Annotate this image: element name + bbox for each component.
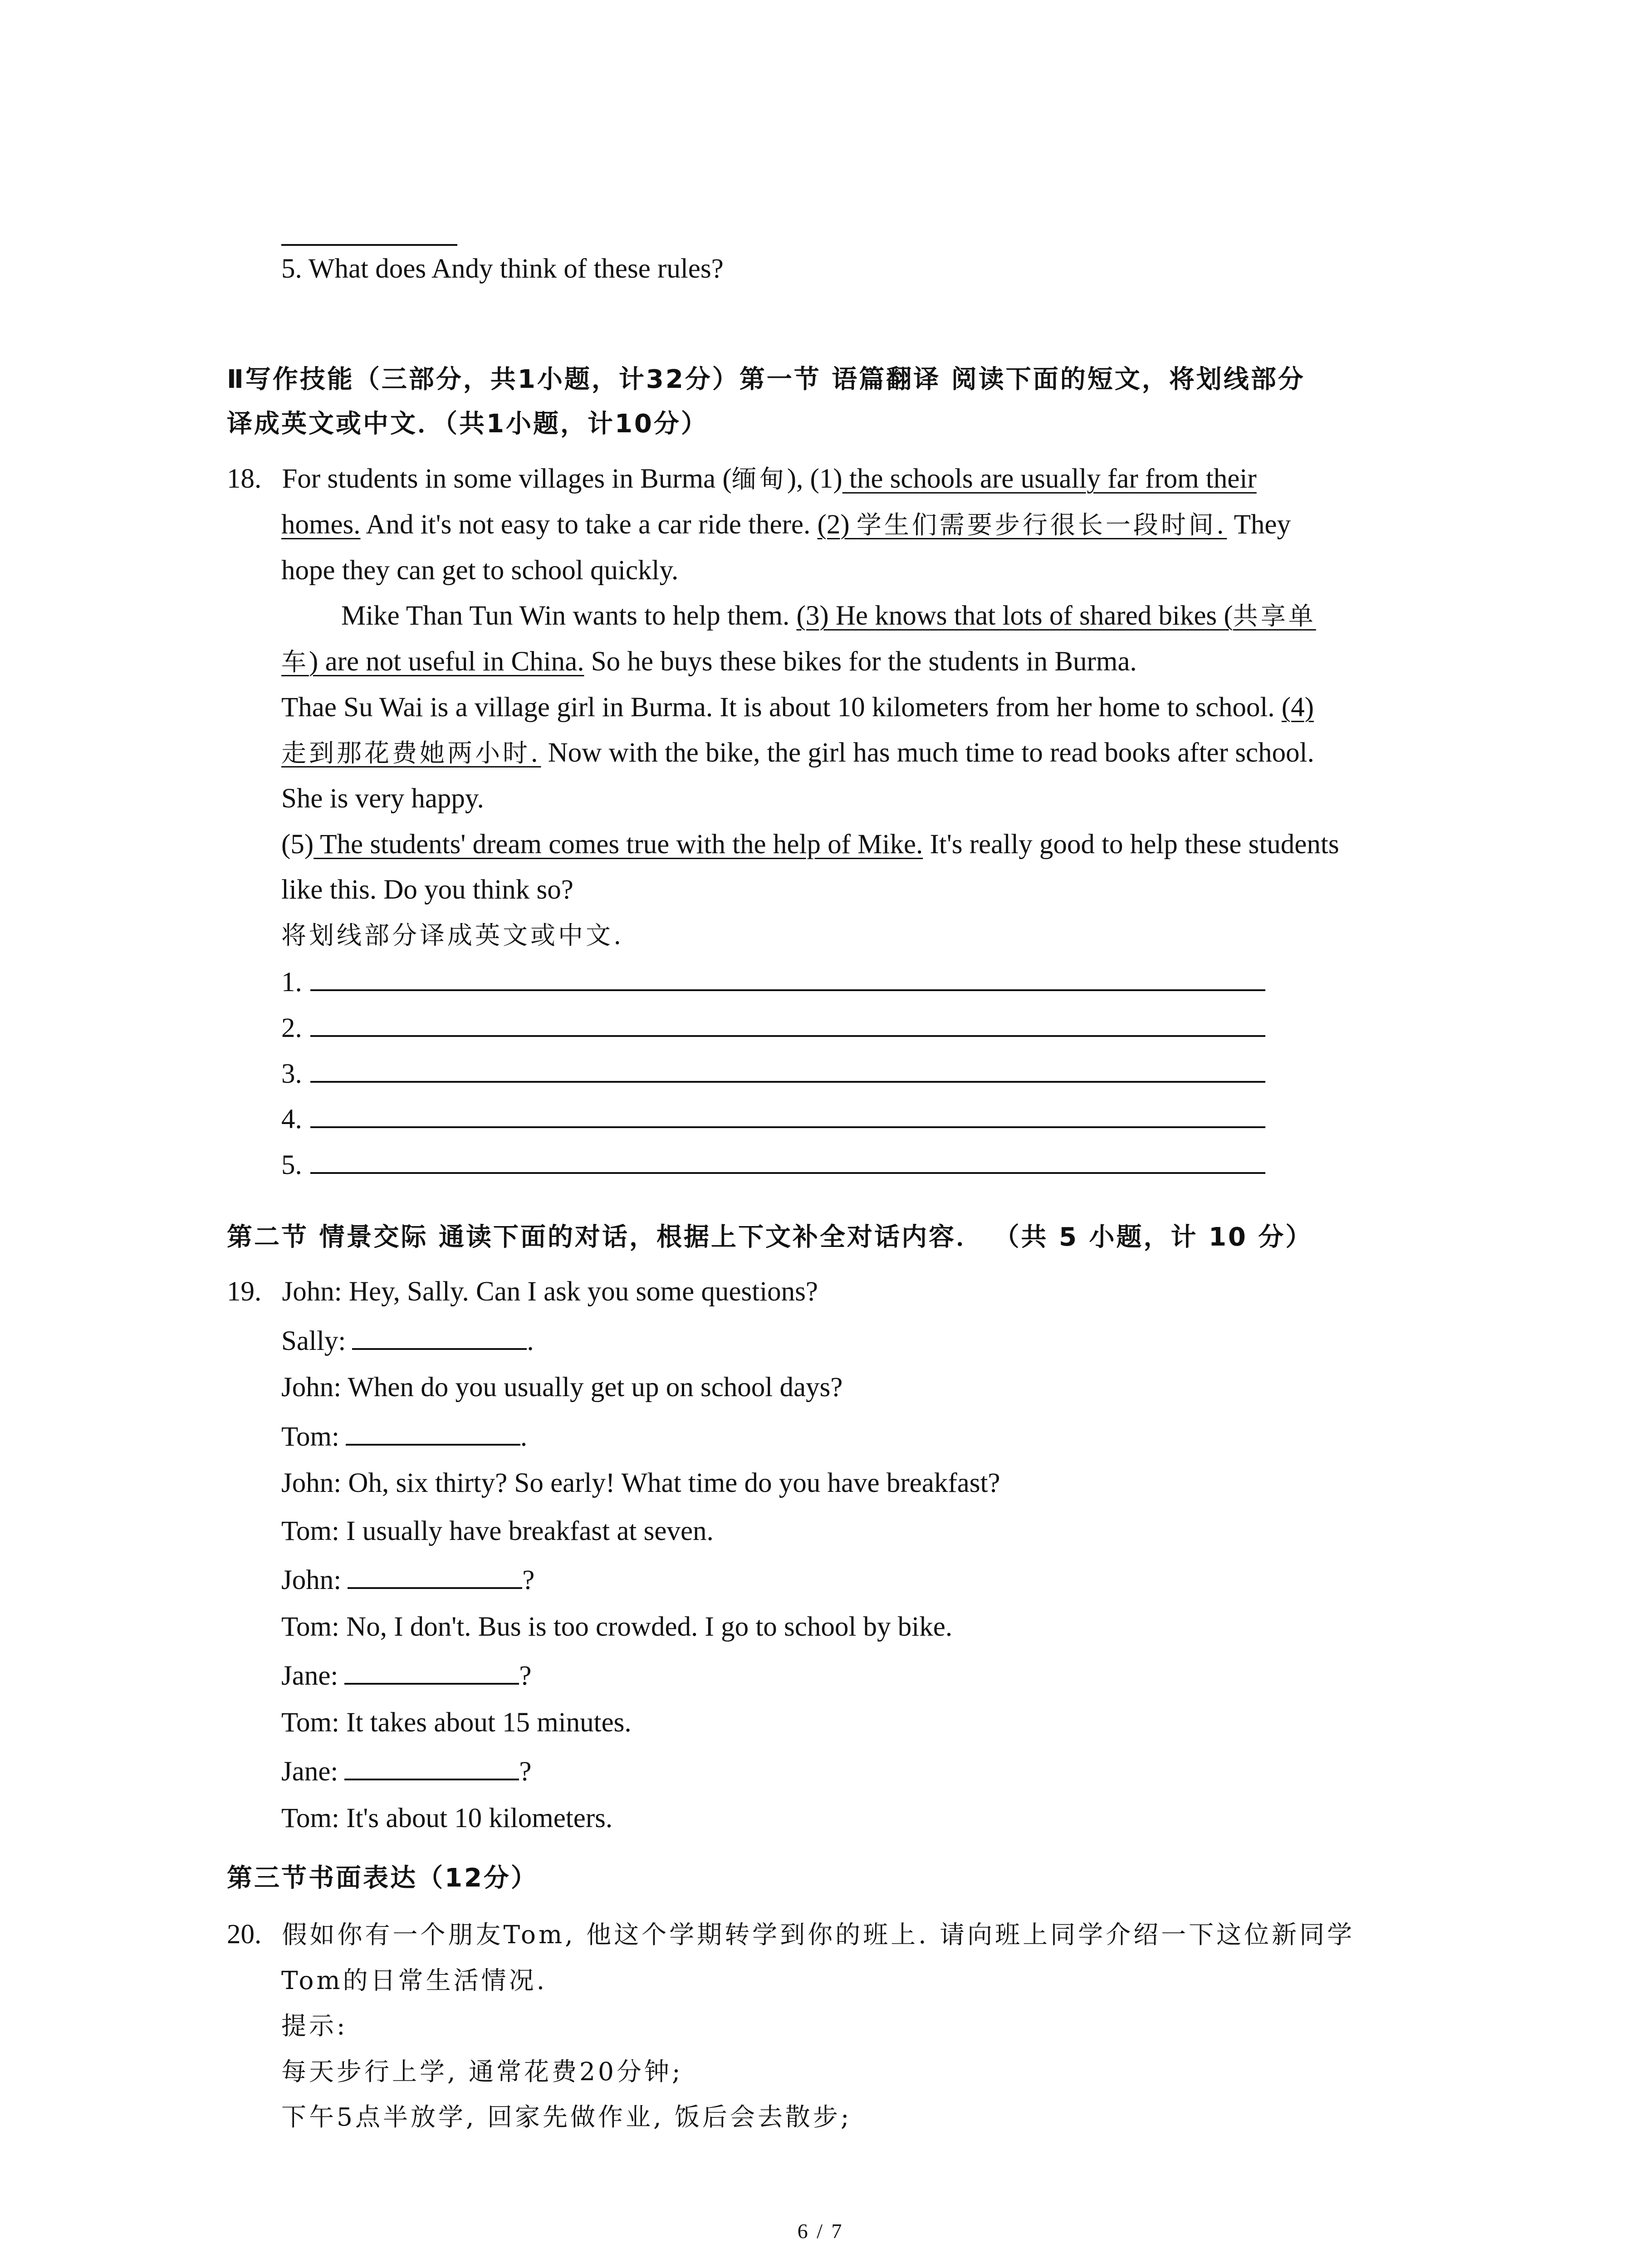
q18-instruction: 将划线部分译成英文或中文.	[281, 921, 624, 950]
q18-underlined-1-end: homes.	[281, 509, 361, 540]
q18-line1	[227, 461, 1257, 497]
answer-label: 1.	[281, 967, 302, 997]
q19-line3: John: When do you usually get up on school days?	[281, 1372, 843, 1403]
q18-line3: hope they can get to school quickly.	[281, 555, 679, 586]
q20-number: 20.	[227, 1919, 262, 1950]
q18-marker-1: ), (1)	[787, 464, 843, 494]
q20-hint-1: 每天步行上学, 通常花费20分钟;	[281, 2057, 683, 2086]
q19-line5: John: Oh, six thirty? So early! What time do you have breakfast?	[281, 1468, 1000, 1498]
dialog-blank[interactable]	[344, 1657, 519, 1685]
q18-underlined-1: the schools are usually far from their	[842, 464, 1257, 494]
q18-text: Thae Su Wai is a village girl in Burma. It is about 10 kilometers from her home to school.	[281, 692, 1282, 723]
dialog-end: ?	[519, 1756, 532, 1787]
q19-line12: Tom: It's about 10 kilometers.	[281, 1803, 613, 1833]
q18-line2	[281, 507, 1291, 543]
q18-underlined-3-end: ) are not useful in China.	[309, 646, 584, 677]
q18-line7	[281, 735, 1314, 771]
q18-line6	[281, 689, 1314, 726]
dialog-blank[interactable]	[352, 1322, 527, 1350]
q18-shared-bikes-cn-end: 车	[281, 647, 309, 676]
q18-text: For students in some villages in Burma (	[282, 464, 732, 494]
answer-row-1[interactable]	[281, 963, 1265, 1001]
dialog-end: ?	[522, 1565, 535, 1595]
dialog-text: John: Hey, Sally. Can I ask you some questions?	[282, 1276, 818, 1307]
q20-text: 假如你有一个朋友Tom, 他这个学期转学到你的班上. 请向班上同学介绍一下这位新同学	[282, 1920, 1355, 1949]
q18-number: 18.	[227, 464, 262, 494]
q20-hint-label: 提示:	[281, 2011, 348, 2040]
answer-line[interactable]	[310, 1146, 1265, 1174]
question-5-prev: 5. What does Andy think of these rules?	[281, 254, 724, 284]
answer-label: 3.	[281, 1059, 302, 1089]
q19-line9[interactable]	[281, 1657, 531, 1694]
dialog-blank[interactable]	[346, 1418, 520, 1446]
q18-underlined-5: The students' dream comes true with the help of Mike.	[314, 829, 923, 860]
dialog-speaker: Jane:	[281, 1661, 338, 1691]
q18-marker-2: (2)	[817, 509, 857, 540]
dialog-end: ?	[519, 1661, 532, 1691]
q18-marker-4: (4)	[1281, 692, 1314, 723]
q20-line1	[227, 1916, 1355, 1953]
dialog-blank[interactable]	[344, 1752, 519, 1780]
q18-line5	[281, 644, 1137, 680]
answer-line-prev	[281, 244, 457, 246]
page-number: 6 / 7	[797, 2219, 844, 2243]
q18-line9	[281, 826, 1339, 863]
dialog-speaker: Sally:	[281, 1326, 346, 1356]
q19-line2[interactable]	[281, 1322, 534, 1359]
writing-heading-line2: 译成英文或中文．（共1小题，计10分）	[227, 409, 708, 439]
q18-text: Now with the bike, the girl has much time to read books after school.	[541, 738, 1314, 768]
q20-hint-2: 下午5点半放学, 回家先做作业, 饭后会去散步;	[281, 2102, 852, 2131]
q19-line1	[227, 1274, 818, 1310]
q19-line8: Tom: No, I don't. Bus is too crowded. I go to school by bike.	[281, 1612, 953, 1642]
q18-burma-cn: 缅甸	[731, 464, 787, 494]
answer-label: 2.	[281, 1013, 302, 1043]
q20-line2: Tom的日常生活情况.	[281, 1966, 548, 1995]
answer-line[interactable]	[310, 1055, 1265, 1083]
answer-label: 5.	[281, 1150, 302, 1180]
q18-underlined-4: 走到那花费她两小时.	[281, 738, 541, 767]
dialog-speaker: Jane:	[281, 1756, 338, 1787]
q19-number: 19.	[227, 1276, 262, 1307]
dialog-blank[interactable]	[348, 1561, 522, 1589]
section3-heading: 第三节书面表达（12分）	[227, 1863, 538, 1893]
section2-heading: 第二节 情景交际 通读下面的对话，根据上下文补全对话内容． （共 5 小题，计 10 分）	[227, 1222, 1313, 1252]
answer-line[interactable]	[310, 1100, 1265, 1128]
q18-text: So he buys these bikes for the students in Burma.	[584, 646, 1137, 677]
answer-row-5[interactable]	[281, 1146, 1265, 1183]
q19-line10: Tom: It takes about 15 minutes.	[281, 1707, 632, 1738]
answer-row-2[interactable]	[281, 1009, 1265, 1046]
answer-line[interactable]	[310, 1009, 1265, 1037]
answer-row-4[interactable]	[281, 1100, 1265, 1138]
answer-row-3[interactable]	[281, 1055, 1265, 1092]
q19-line7[interactable]	[281, 1561, 534, 1598]
dialog-speaker: Tom:	[281, 1422, 339, 1452]
q19-line11[interactable]	[281, 1752, 531, 1790]
q18-marker-5: (5)	[281, 829, 314, 860]
q18-underlined-2: 学生们需要步行很长一段时间.	[856, 510, 1227, 539]
dialog-speaker: John:	[281, 1565, 342, 1595]
q18-text: It's really good to help these students	[923, 829, 1339, 860]
q18-underlined-3: (3) He knows that lots of shared bikes (	[796, 601, 1233, 631]
answer-label: 4.	[281, 1104, 302, 1134]
writing-heading-line1: Ⅱ写作技能（三部分，共1小题，计32分）第一节 语篇翻译 阅读下面的短文，将划线部分	[227, 365, 1305, 394]
q18-line10: like this. Do you think so?	[281, 875, 573, 905]
q18-shared-bikes-cn: 共享单	[1233, 601, 1316, 631]
q18-text: Mike Than Tun Win wants to help them.	[341, 601, 797, 631]
answer-line[interactable]	[310, 963, 1265, 991]
q18-text: They	[1227, 509, 1291, 540]
dialog-end: .	[520, 1422, 528, 1452]
q18-line8: She is very happy.	[281, 783, 484, 814]
q18-line4	[341, 598, 1316, 634]
q18-text: And it's not easy to take a car ride there.	[360, 509, 818, 540]
q19-line6: Tom: I usually have breakfast at seven.	[281, 1516, 714, 1546]
dialog-end: .	[527, 1326, 534, 1356]
q19-line4[interactable]	[281, 1418, 527, 1455]
